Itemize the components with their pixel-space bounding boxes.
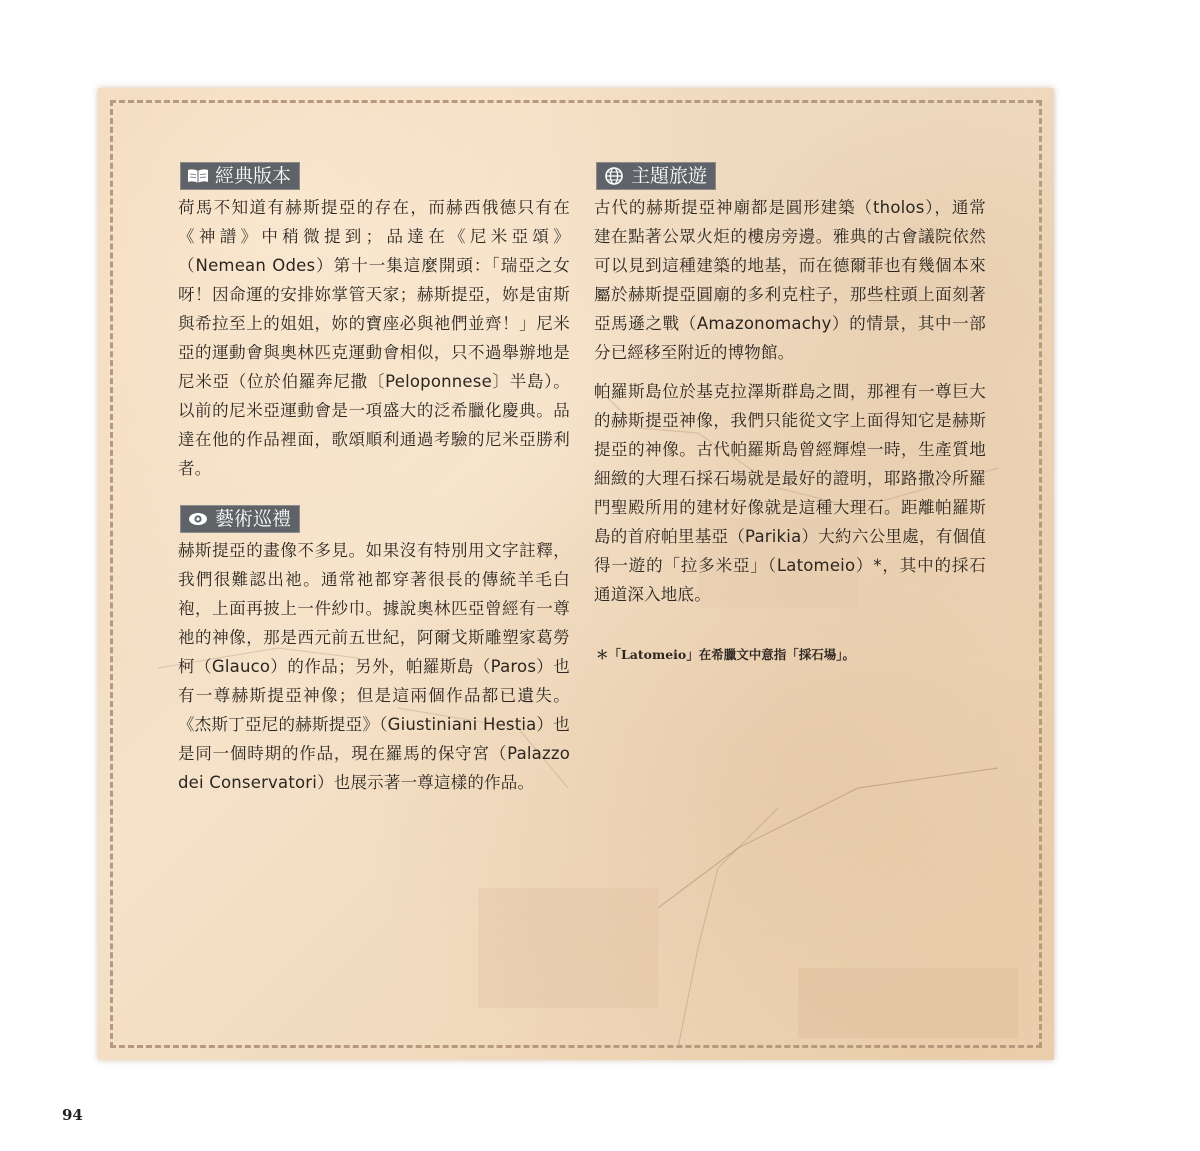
right-column [594,162,986,663]
classic-edition-heading [180,162,300,190]
theme-travel-paragraph-2: 帕羅斯島位於基克拉澤斯群島之間，那裡有一尊巨大的赫斯提亞神像，我們只能從文字上面得知它是赫斯提亞的神像。古代帕羅斯島曾經輝煌一時，生產質地細緻的大理石採石場就是最好的證明，耶路撒冷所羅門聖殿所用的建材好像就是這種大理石。距離帕羅斯島的首府帕里基亞（Parikia）大約六公里處，有個值得一遊的「拉多米亞」（Latomeio）*，其中的採石通道深入地底。 [594,382,986,604]
art-tour-heading [180,505,300,533]
art-tour-heading-text: 藝術巡禮 [215,508,292,530]
theme-travel-heading-text: 主題旅遊 [631,165,708,187]
page-number: 94 [62,1106,83,1124]
book-icon [187,167,209,185]
art-tour-paragraph: 赫斯提亞的畫像不多見。如果沒有特別用文字註釋，我們很難認出祂。通常祂都穿著很長的傳統羊毛白袍，上面再披上一件紗巾。據說奧林匹亞曾經有一尊祂的神像，那是西元前五世紀，阿爾戈斯雕塑家葛勞柯（Glauco）的作品；另外，帕羅斯島（Paros）也有一尊赫斯提亞神像；但是這兩個作品都已遺失。《杰斯丁亞尼的赫斯提亞》（Giustiniani Hestia）也是同一個時期的作品，現在羅馬的保守宮（Palazzo dei Conservatori）也展示著一尊這樣的作品。 [178,541,570,792]
footnote: ＊「Latomeio」在希臘文中意指「採石場」。 [596,647,856,662]
left-column [178,162,570,807]
classic-edition-paragraph: 荷馬不知道有赫斯提亞的存在，而赫西俄德只有在《神譜》中稍微提到；品達在《尼米亞頌》（Nemean Odes）第十一集這麼開頭：「瑞亞之女呀！因命運的安排妳掌管天家；赫斯提亞，妳是宙斯與希拉至上的姐姐，妳的寶座必與祂們並齊！」尼米亞的運動會與奧林匹克運動會相似，只不過舉辦地是尼米亞（位於伯羅奔尼撒〔Peloponnese〕半島）。以前的尼米亞運動會是一項盛大的泛希臘化慶典。品達在他的作品裡面，歌頌順利通過考驗的尼米亞勝利者。 [178,198,570,478]
globe-icon [603,167,625,185]
classic-edition-heading-text: 經典版本 [215,165,292,187]
parchment-panel [98,88,1054,1060]
eye-icon [187,510,209,528]
theme-travel-paragraph-1: 古代的赫斯提亞神廟都是圓形建築（tholos），通常建在點著公眾火炬的樓房旁邊。雅典的古會議院依然可以見到這種建築的地基，而在德爾菲也有幾個本來屬於赫斯提亞圓廟的多利克柱子，那些柱頭上面刻著亞馬遜之戰（Amazonomachy）的情景，其中一部分已經移至附近的博物館。 [594,198,986,362]
theme-travel-heading [596,162,716,190]
